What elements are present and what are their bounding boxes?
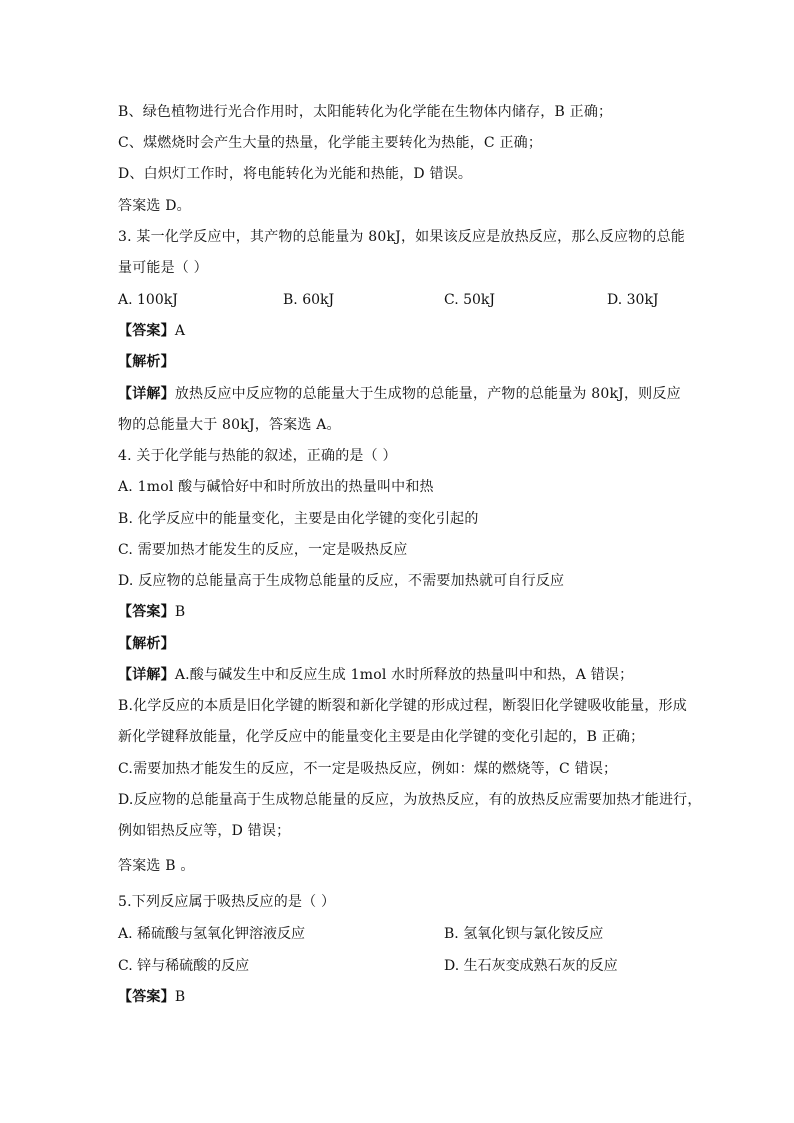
q5-option-c: C. 锌与稀硫酸的反应 bbox=[118, 958, 250, 974]
detail-text: A.酸与碱发生中和反应生成 1mol 水时所释放的热量叫中和热，A 错误； bbox=[174, 667, 634, 683]
q4-option-b: B. 化学反应中的能量变化，主要是由化学键的变化引起的 bbox=[118, 511, 479, 527]
text-line: D、白炽灯工作时，将电能转化为光能和热能，D 错误。 bbox=[118, 166, 473, 182]
question-3-stem: 3. 某一化学反应中，其产物的总能量为 80kJ，如果该反应是放热反应，那么反应物的总能 bbox=[118, 229, 685, 245]
text-line: C.需要加热才能发生的反应，不一定是吸热反应，例如：煤的燃烧等，C 错误； bbox=[118, 761, 618, 777]
q3-option-d: D. 30kJ bbox=[607, 292, 659, 308]
detail-label: 【详解】 bbox=[118, 667, 175, 683]
answer-label: 【答案】 bbox=[118, 989, 175, 1005]
q3-option-c: C. 50kJ bbox=[444, 292, 496, 308]
q3-answer bbox=[118, 321, 185, 341]
q5-option-a: A. 稀硫酸与氢氧化钾溶液反应 bbox=[118, 926, 306, 942]
text-line: 新化学键释放能量，化学反应中的能量变化主要是由化学键的变化引起的，B 正确； bbox=[118, 729, 645, 745]
q5-option-d: D. 生石灰变成熟石灰的反应 bbox=[444, 958, 618, 974]
q3-analysis-label: 【解析】 bbox=[118, 354, 175, 370]
q4-conclusion: 答案选 B 。 bbox=[118, 858, 195, 874]
q4-option-c: C. 需要加热才能发生的反应，一定是吸热反应 bbox=[118, 542, 408, 558]
detail-label: 【详解】 bbox=[118, 386, 175, 402]
q3-option-a: A. 100kJ bbox=[118, 292, 178, 308]
q4-analysis-label: 【解析】 bbox=[118, 636, 175, 652]
question-3-stem-cont: 量可能是（ ） bbox=[118, 260, 208, 276]
q3-detail bbox=[118, 384, 681, 404]
text-line: 物的总能量大于 80kJ，答案选 A。 bbox=[118, 417, 341, 433]
text-line: C、煤燃烧时会产生大量的热量，化学能主要转化为热能，C 正确； bbox=[118, 135, 543, 151]
text-line: 答案选 D。 bbox=[118, 198, 191, 214]
q4-answer bbox=[118, 602, 185, 622]
text-line: D.反应物的总能量高于生成物总能量的反应，为放热反应，有的放热反应需要加热才能进行， bbox=[118, 792, 702, 808]
question-4-stem: 4. 关于化学能与热能的叙述，正确的是（ ） bbox=[118, 448, 397, 464]
text-line: 例如铝热反应等，D 错误； bbox=[118, 823, 291, 839]
question-5-stem: 5.下列反应属于吸热反应的是（ ） bbox=[118, 894, 336, 910]
detail-text: 放热反应中反应物的总能量大于生成物的总能量，产物的总能量为 80kJ，则反应 bbox=[174, 386, 681, 402]
answer-value: B bbox=[174, 989, 186, 1005]
q5-answer bbox=[118, 987, 185, 1007]
q4-detail bbox=[118, 665, 633, 685]
q4-option-d: D. 反应物的总能量高于生成物总能量的反应，不需要加热就可自行反应 bbox=[118, 573, 565, 589]
text-line: B.化学反应的本质是旧化学键的断裂和新化学键的形成过程，断裂旧化学键吸收能量，形成 bbox=[118, 698, 687, 714]
q4-option-a: A. 1mol 酸与碱恰好中和时所放出的热量叫中和热 bbox=[118, 479, 434, 495]
answer-value: B bbox=[174, 604, 186, 620]
text-line: B、绿色植物进行光合作用时，太阳能转化为化学能在生物体内储存，B 正确； bbox=[118, 104, 613, 120]
answer-label: 【答案】 bbox=[118, 604, 175, 620]
q3-option-b: B. 60kJ bbox=[283, 292, 335, 308]
answer-label: 【答案】 bbox=[118, 323, 175, 339]
answer-value: A bbox=[174, 323, 186, 339]
q5-option-b: B. 氢氧化钡与氯化铵反应 bbox=[444, 926, 604, 942]
